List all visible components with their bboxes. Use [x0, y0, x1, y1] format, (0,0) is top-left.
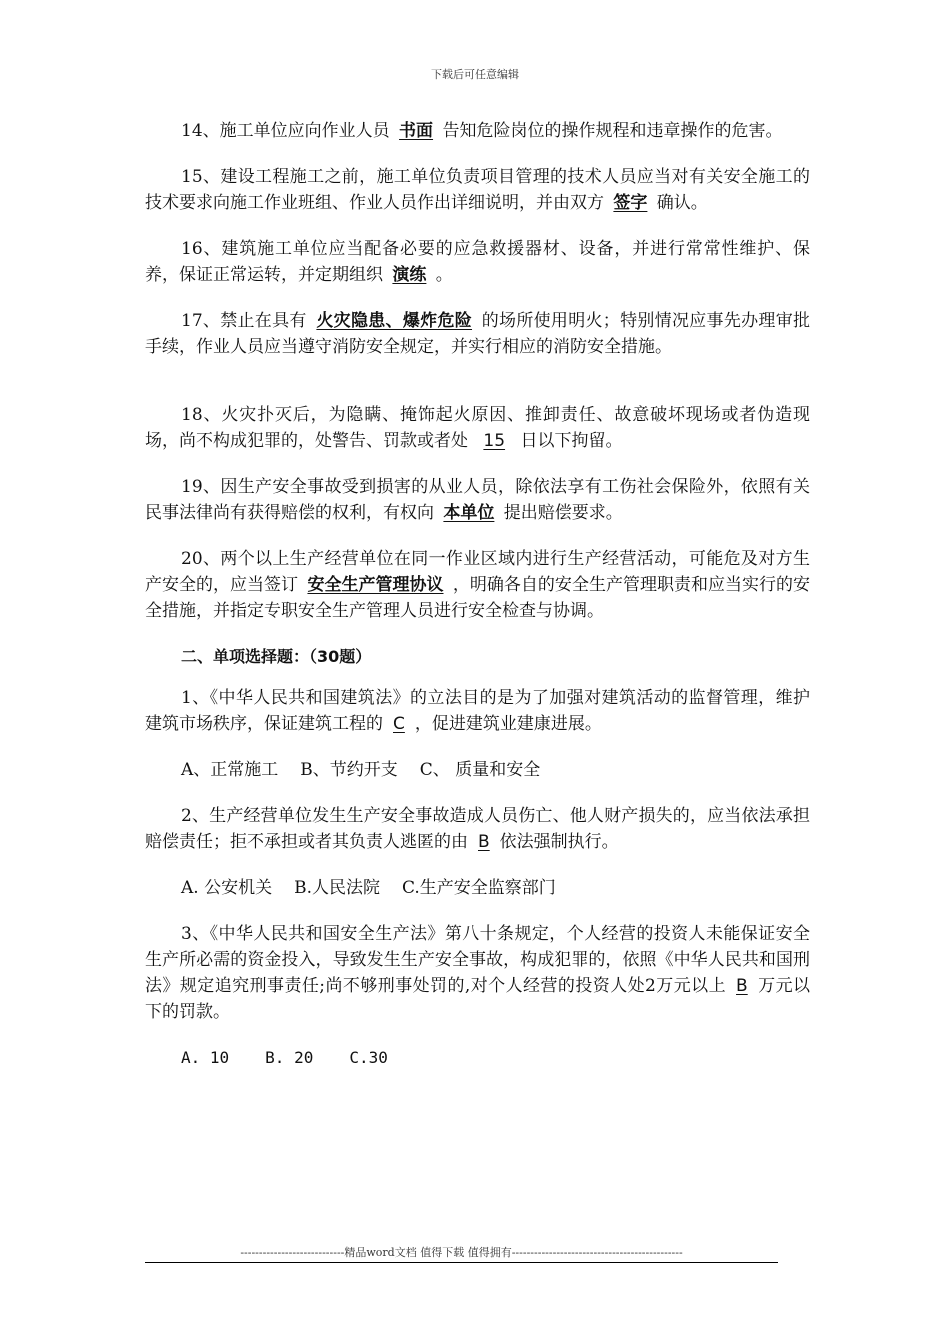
- question-18: [145, 402, 810, 454]
- question-text: 1、《中华人民共和国建筑法》的立法目的是为了加强对建筑活动的监督管理，维护建筑市场秩序，保证建筑工程的: [145, 688, 810, 734]
- question-text: 15、建设工程施工之前，施工单位负责项目管理的技术人员应当对有关安全施工的技术要求向施工作业班组、作业人员作出详细说明，并由双方: [145, 167, 810, 213]
- option-a: A. 公安机关: [181, 878, 273, 898]
- option-c: C.30: [349, 1048, 388, 1067]
- question-text: ，明确各自的安全生产管理职责和应当实行的安全措施，并指定专职安全生产管理人员进行安全检查与协调。: [145, 575, 811, 621]
- footer-divider: [145, 1262, 778, 1263]
- answer-blank: 安全生产管理协议: [307, 575, 444, 595]
- answer-blank: B: [736, 976, 748, 996]
- question-text: 。: [430, 265, 453, 285]
- question-17: [145, 308, 810, 360]
- question-text: 17、禁止在具有: [181, 311, 313, 331]
- choice-options-3: [145, 1045, 810, 1071]
- question-text: 14、施工单位应向作业人员: [181, 121, 396, 141]
- question-15: [145, 164, 810, 216]
- question-text: 告知危险岗位的操作规程和违章操作的危害。: [437, 121, 783, 141]
- option-a: A、正常施工: [181, 760, 279, 780]
- question-text: 的场所使用明火；特别情况应事先办理审批手续，作业人员应当遵守消防安全规定，并实行相应的消防安全措施。: [145, 311, 811, 357]
- question-text: 19、因生产安全事故受到损害的从业人员，除依法享有工伤社会保险外，依照有关民事法律尚有获得赔偿的权利，有权向: [145, 477, 810, 523]
- question-text: 16、建筑施工单位应当配备必要的应急救援器材、设备，并进行常常性维护、保养，保证正常运转，并定期组织: [145, 239, 810, 285]
- question-text: 确认。: [651, 193, 708, 213]
- question-text: 20、两个以上生产经营单位在同一作业区域内进行生产经营活动，可能危及对方生产安全的，应当签订: [145, 549, 810, 595]
- question-16: [145, 236, 810, 288]
- answer-blank: 签字: [613, 193, 648, 213]
- choice-options-1: [145, 757, 810, 783]
- page-footer: ----------------------------精品word文档 值得下载 值得拥有----------------------------------------------: [240, 1246, 683, 1259]
- page-header: 下载后可任意编辑: [431, 68, 519, 81]
- answer-blank: 书面: [399, 121, 434, 141]
- answer-blank: 15: [483, 431, 506, 451]
- answer-blank: 演练: [392, 265, 427, 285]
- answer-blank: 火灾隐患、爆炸危险: [316, 311, 473, 331]
- option-c: C.生产安全监察部门: [402, 878, 556, 898]
- choice-question-2: [145, 803, 810, 855]
- question-text: ，促进建筑业建康进展。: [414, 714, 602, 734]
- option-b: B. 20: [265, 1048, 314, 1067]
- section-title: 二、单项选择题：（30题）: [181, 647, 372, 666]
- question-text: 2、生产经营单位发生生产安全事故造成人员伤亡、他人财产损失的，应当依法承担赔偿责任；拒不承担或者其负责人逃匿的由: [145, 806, 810, 852]
- answer-blank: 本单位: [443, 503, 495, 523]
- spacer: [145, 380, 810, 402]
- question-19: [145, 474, 810, 526]
- question-14: [145, 118, 810, 144]
- option-b: B.人民法院: [294, 878, 380, 898]
- document-body: [145, 118, 810, 1091]
- option-c: C、 质量和安全: [419, 760, 541, 780]
- choice-options-2: [145, 875, 810, 901]
- question-text: 3、《中华人民共和国安全生产法》第八十条规定，个人经营的投资人未能保证安全生产所必需的资金投入，导致发生生产安全事故，构成犯罪的，依照《中华人民共和国刑法》规定追究刑事责任;尚不够刑事处罚的,对个人经营的投资人处2万元以上: [145, 924, 810, 996]
- answer-blank: B: [478, 832, 490, 852]
- choice-question-3: [145, 921, 810, 1025]
- question-text: 万元以下的罚款。: [145, 976, 810, 1022]
- question-text: 18、火灾扑灭后，为隐瞒、掩饰起火原因、推卸责任、故意破坏现场或者伪造现场，尚不构成犯罪的，处警告、罚款或者处: [145, 405, 810, 451]
- question-text: 日以下拘留。: [515, 431, 623, 451]
- option-b: B、节约开支: [300, 760, 398, 780]
- answer-blank: C: [393, 714, 405, 734]
- question-20: [145, 546, 810, 624]
- question-text: 提出赔偿要求。: [498, 503, 623, 523]
- option-a: A. 10: [181, 1048, 230, 1067]
- question-text: 依法强制执行。: [499, 832, 619, 852]
- choice-question-1: [145, 685, 810, 737]
